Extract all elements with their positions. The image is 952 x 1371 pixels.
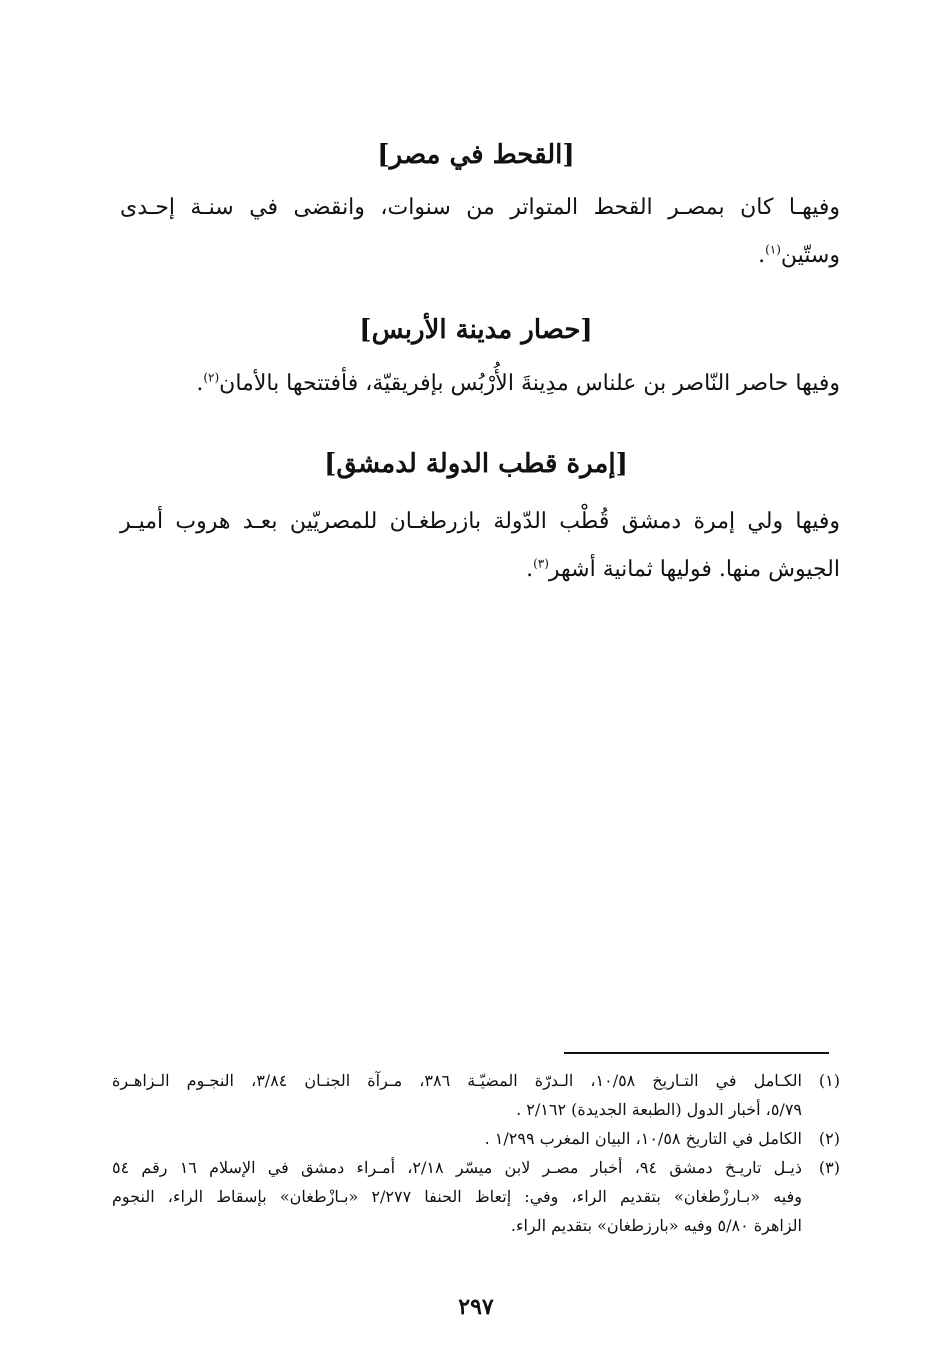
footnote-marker[interactable]: (١) — [765, 242, 781, 257]
paragraph-line: وفيها ولي إمرة دمشق قُطْب الدّولة بازرطغـان للمصريّين بعـد هروب أميـر — [120, 509, 840, 534]
paragraph-line-last — [120, 232, 840, 280]
section-heading-famine: [القحط في مصر] — [377, 140, 575, 170]
footnote-number: (٢) — [818, 1129, 840, 1148]
footnote-number: (١) — [818, 1071, 840, 1090]
section-paragraph-famine — [120, 184, 840, 280]
paragraph-line-last — [120, 360, 840, 408]
sentence-end: . — [526, 557, 534, 582]
footnote-line: ذيـل تاريـخ دمشق ٩٤، أخبار مصـر لابن ميسّر ٢/١٨، أمـراء دمشق في الإسلام ١٦ رقم ٥٤ — [112, 1158, 803, 1177]
section-heading-damascus-emirate: [إمرة قطب الدولة لدمشق] — [324, 449, 628, 479]
footnote-line: الزاهرة ٥/٨٠ وفيه «بارزطغان» بتقديم الراء. — [510, 1216, 802, 1235]
paragraph-text: الجيوش منها. فوليها ثمانية أشهر — [548, 557, 840, 582]
section-heading-siege-laribus: [حصار مدينة الأربس] — [359, 315, 593, 345]
footnote-number: (٣) — [818, 1158, 840, 1177]
footnote-line: وفيه «بـارزْطغان» بتقديم الراء، وفي: إتعاظ الحنفا ٢/٢٧٧ «بـازْطغان» بإسقاط الراء، النجوم — [112, 1187, 803, 1206]
footnote-text — [112, 1124, 802, 1153]
section-paragraph-damascus-emirate — [120, 498, 840, 594]
footnote-line: ٥/٧٩، أخبار الدول (الطبعة الجديدة) ٢/١٦٢ . — [516, 1100, 802, 1119]
footnote-text — [112, 1066, 802, 1124]
footnotes — [112, 1066, 840, 1240]
paragraph-text: وستّين — [780, 243, 840, 268]
sentence-end: . — [196, 371, 204, 396]
paragraph-line-last — [120, 546, 840, 594]
footnote-item — [112, 1066, 840, 1124]
paragraph-line: وفيهـا كان بمصـر القحط المتواتر من سنوات، وانقضى في سنـة إحـدى — [120, 195, 840, 220]
footnote-separator — [564, 1052, 829, 1054]
sentence-end: . — [758, 243, 766, 268]
footnote-item — [112, 1124, 840, 1153]
page-number: ٢٩٧ — [458, 1294, 494, 1320]
footnote-line: الكامل في التاريخ ١٠/٥٨، البيان المغرب ١/٢٩٩ . — [484, 1129, 802, 1148]
footnote-line: الكـامل في التـاريخ ١٠/٥٨، الـدرّة المضيّـة ٣٨٦، مـرآة الجنـان ٣/٨٤، النجـوم الـزاهـرة — [112, 1071, 802, 1090]
footnote-item — [112, 1153, 840, 1240]
footnote-marker[interactable]: (٣) — [533, 556, 549, 571]
footnote-marker[interactable]: (٢) — [203, 370, 220, 385]
section-paragraph-siege-laribus — [120, 360, 840, 408]
paragraph-text: وفيها حاصر النّاصر بن علناس مدِينةَ الأُرْبُس بإفريقيّة، فأفتتحها بالأمان — [219, 371, 840, 396]
footnote-text — [112, 1153, 802, 1240]
